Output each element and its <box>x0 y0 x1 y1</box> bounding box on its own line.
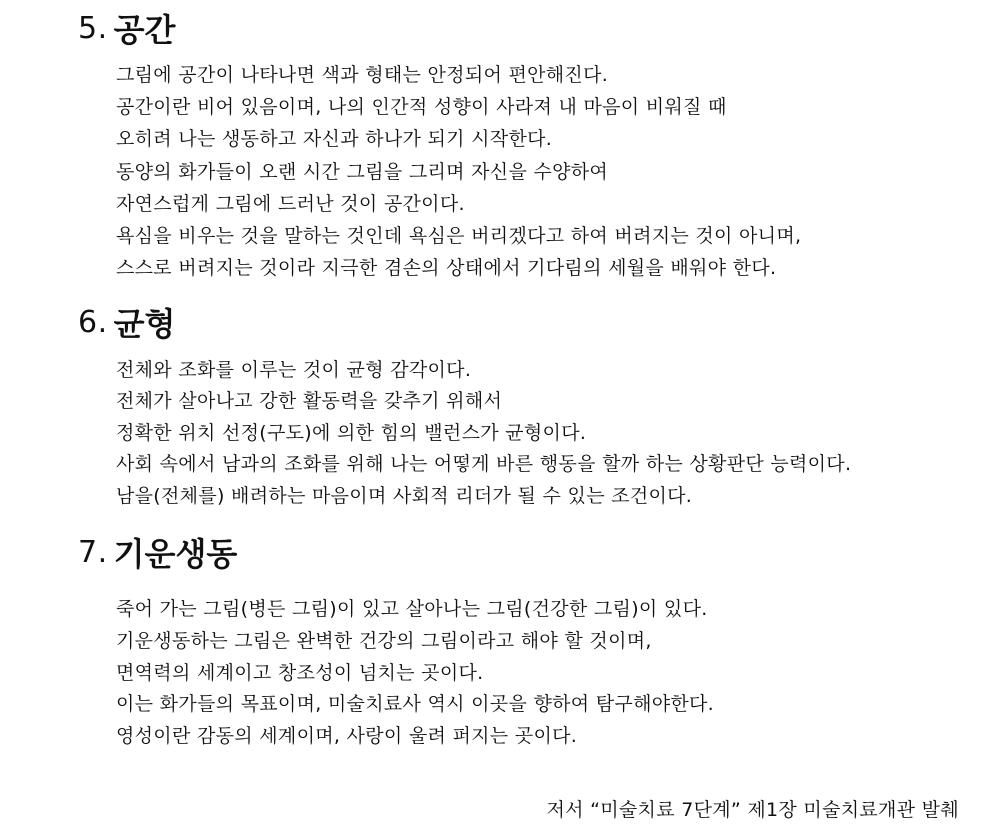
body-line: 정확한 위치 선정(구도)에 의한 힘의 밸런스가 균형이다. <box>116 421 587 444</box>
section-title: 공간 <box>113 11 176 49</box>
section-heading <box>78 530 1000 574</box>
section-body <box>116 59 1000 284</box>
section-number: 6. <box>78 304 108 340</box>
body-line: 그림에 공간이 나타나면 색과 형태는 안정되어 편안해진다. <box>116 64 609 86</box>
section-number: 5. <box>78 10 108 46</box>
section-title: 균형 <box>113 305 176 343</box>
section-body <box>116 594 1000 753</box>
body-line: 욕심을 비우는 것을 말하는 것인데 욕심은 버리겠다고 하여 버려지는 것이 아니며, <box>116 224 802 247</box>
body-line: 오히려 나는 생동하고 자신과 하나가 되기 시작한다. <box>116 128 553 151</box>
section-balance <box>0 300 1000 512</box>
body-line: 영성이란 감동의 세계이며, 사랑이 울려 퍼지는 곳이다. <box>116 725 578 748</box>
section-body <box>116 355 1000 512</box>
body-line: 공간이란 비어 있음이며, 나의 인간적 성향이 사라져 내 마음이 비워질 때 <box>116 96 727 119</box>
body-line: 면역력의 세계이고 창조성이 넘치는 곳이다. <box>116 661 484 684</box>
section-heading <box>78 6 1000 50</box>
body-line: 기운생동하는 그림은 완벽한 건강의 그림이라고 해야 할 것이며, <box>116 629 652 652</box>
section-vitality <box>0 530 1000 753</box>
body-line: 남을(전체를) 배려하는 마음이며 사회적 리더가 될 수 있는 조건이다. <box>116 484 693 507</box>
section-space <box>0 6 1000 284</box>
section-number: 7. <box>78 534 108 570</box>
body-line: 사회 속에서 남과의 조화를 위해 나는 어떻게 바른 행동을 할까 하는 상황판단 능력이다. <box>116 453 852 476</box>
body-line: 전체가 살아나고 강한 활동력을 갖추기 위해서 <box>116 390 503 413</box>
body-line: 죽어 가는 그림(병든 그림)이 있고 살아나는 그림(건강한 그림)이 있다. <box>116 598 708 620</box>
body-line: 스스로 버려지는 것이라 지극한 겸손의 상태에서 기다림의 세월을 배워야 한다. <box>116 257 777 280</box>
section-heading <box>78 300 1000 344</box>
source-citation: 저서 “미술치료 7단계” 제1장 미술치료개관 발췌 <box>546 799 959 821</box>
body-line: 이는 화가들의 목표이며, 미술치료사 역시 이곳을 향하여 탐구해야한다. <box>116 693 715 716</box>
body-line: 동양의 화가들이 오랜 시간 그림을 그리며 자신을 수양하여 <box>116 160 609 183</box>
body-line: 전체와 조화를 이루는 것이 균형 감각이다. <box>116 359 472 381</box>
body-line: 자연스럽게 그림에 드러난 것이 공간이다. <box>116 192 465 215</box>
section-title: 기운생동 <box>113 535 238 573</box>
